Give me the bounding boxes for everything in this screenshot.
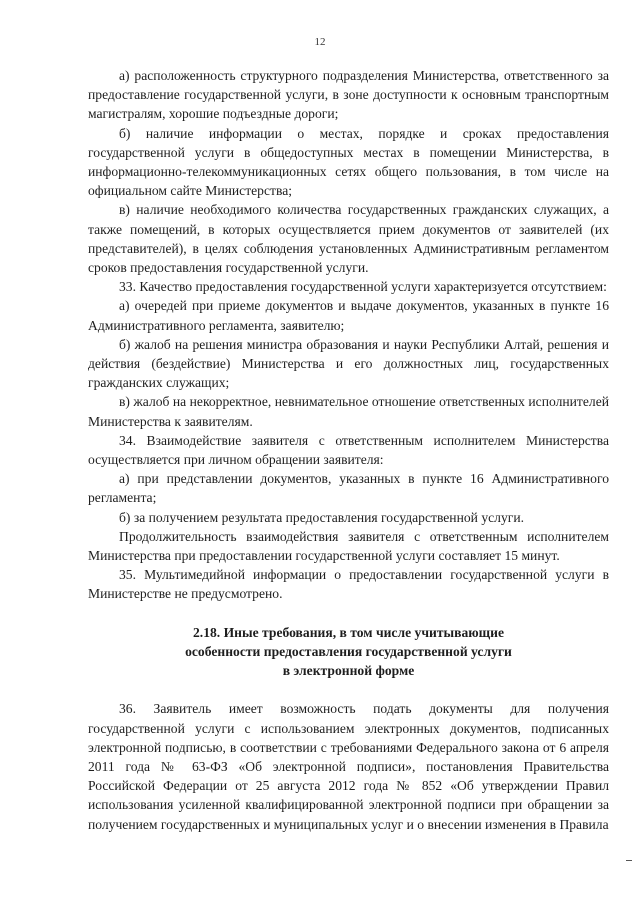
paragraph-35: 35. Мультимедийной информации о предоставлении государственной услуги в Министерстве не предусмотрено. xyxy=(88,567,609,602)
paragraph-33b: б) жалоб на решения министра образования и науки Республики Алтай, решения и действия (бездействие) Министерства и его должностных лиц, государственных гражданских служащих; xyxy=(88,336,609,391)
paragraph-33: 33. Качество предоставления государственной услуги характеризуется отсутствием: xyxy=(119,279,607,295)
paragraph-36: 36. Заявитель имеет возможность подать документы для получения государственной услуги с использованием электронных документов, подписанных электронной подписью, в соответствии с требованиями Федерального закона от 6 апреля 2011 года № 63-ФЗ «Об электронной подписи», постановления Правительства Российской Федерации от 25 августа 2012 года № 852 «Об утверждении Правил использования усиленной квалифицированной электронной подписи при обращении за получением государственных и муниципальных услуг и о внесении изменения в Правила xyxy=(88,701,609,832)
paragraph-32b: б) наличие информации о местах, порядке и сроках предоставления государственной услуги в общедоступных местах в помещении Министерства, в информационно-телекоммуникационных сетях общего пользования, в том числе на официальном сайте Министерства; xyxy=(88,125,609,199)
section-heading xyxy=(88,623,609,681)
paragraph-34-duration: Продолжительность взаимодействия заявителя с ответственным исполнителем Министерства при предоставлении государственной услуги составляет 15 минут. xyxy=(88,528,609,564)
document-body xyxy=(88,66,609,834)
paragraph-33c: в) жалоб на некорректное, невнимательное отношение ответственных исполнителей Министерства к заявителям. xyxy=(88,394,609,429)
section-heading-line-3: в электронной форме xyxy=(282,663,415,679)
paragraph-34: 34. Взаимодействие заявителя с ответственным исполнителем Министерства осуществляется при личном обращении заявителя: xyxy=(88,432,609,468)
scan-mark xyxy=(626,860,632,861)
paragraph-32c: в) наличие необходимого количества государственных гражданских служащих, а также помещений, в которых осуществляется прием документов от заявителей (их представителей), в целях соблюдения установленных Административным регламентом сроков предоставления государственной услуги. xyxy=(88,202,609,276)
section-heading-line-2: особенности предоставления государственной услуги xyxy=(185,643,512,659)
paragraph-32a: а) расположенность структурного подразделения Министерства, ответственного за предоставление государственной услуги, в зоне доступности к основным транспортным магистралям, хорошие подъездные дороги; xyxy=(88,68,609,122)
paragraph-34a: а) при представлении документов, указанных в пункте 16 Административного регламента; xyxy=(88,471,609,506)
paragraph-33a: а) очередей при приеме документов и выдаче документов, указанных в пункте 16 Административного регламента, заявителю; xyxy=(88,298,609,333)
paragraph-34b: б) за получением результата предоставления государственной услуги. xyxy=(119,509,524,525)
page-number: 12 xyxy=(314,36,326,48)
section-heading-line-1: 2.18. Иные требования, в том числе учитывающие xyxy=(193,624,504,640)
